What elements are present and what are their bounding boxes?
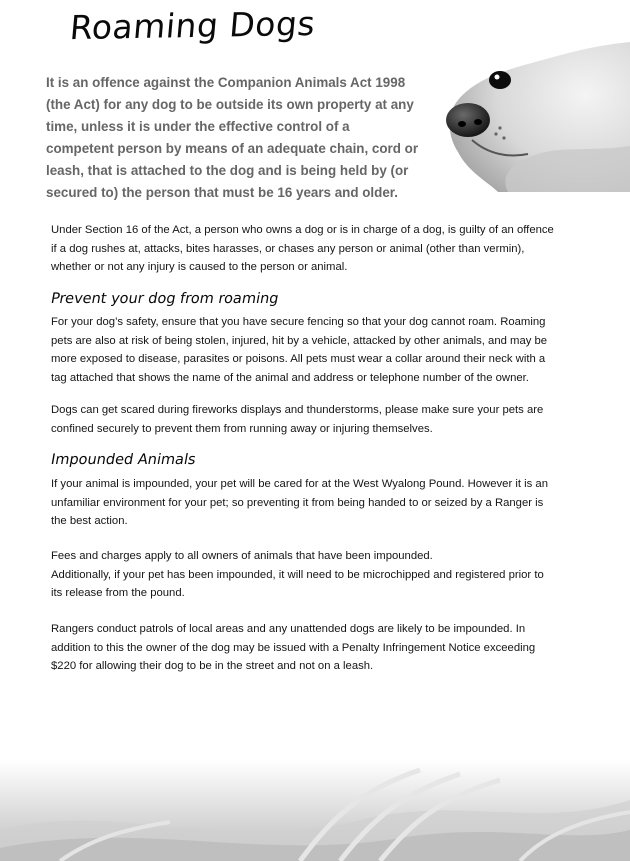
page-title: Roaming Dogs: [68, 3, 317, 48]
section16-paragraph: [51, 221, 579, 277]
prevent-paragraph-1: [51, 313, 579, 387]
impounded-paragraph-1: [51, 475, 579, 531]
body-line: If your animal is impounded, your pet will be cared for at the West Wyalong Pound. However it is an: [51, 478, 548, 490]
impounded-paragraph-2: [51, 547, 579, 603]
body-line: Under Section 16 of the Act, a person who owns a dog or is in charge of a dog, is guilty of an offence: [51, 224, 554, 236]
body-line: pets are also at risk of being stolen, injured, hit by a vehicle, attacked by other animals, and may be: [51, 334, 548, 347]
body-line: more exposed to disease, parasites or poisons. All pets must wear a collar around their neck with a: [51, 353, 546, 365]
body-line: Dogs can get scared during fireworks displays and thunderstorms, please make sure your pets are: [51, 404, 544, 416]
body-line: confined securely to prevent them from running away or injuring themselves.: [51, 422, 433, 435]
body-line: Fees and charges apply to all owners of animals that have been impounded.: [51, 550, 433, 562]
intro-line: time, unless it is under the effective control of a: [46, 119, 350, 134]
footer-swoosh-decoration: [0, 760, 630, 861]
body-line: Rangers conduct patrols of local areas and any unattended dogs are likely to be impounded. In: [51, 623, 526, 635]
body-line: if a dog rushes at, attacks, bites harasses, or chases any person or animal (other than vermin),: [51, 242, 525, 255]
intro-paragraph: [46, 72, 418, 204]
body-line: $220 for allowing their dog to be in the street and not on a leash.: [51, 660, 374, 672]
body-line: tag attached that shows the name of the animal and address or telephone number of the owner.: [51, 371, 529, 384]
dog-photo: [428, 42, 630, 192]
intro-line: It is an offence against the Companion Animals Act 1998: [46, 75, 406, 90]
intro-line: secured to) the person that must be 16 years and older.: [46, 185, 398, 200]
body-line: unfamiliar environment for your pet; so preventing it from being handed to or seized by a Ranger is: [51, 496, 544, 509]
intro-line: leash, that is attached to the dog and is being held by (or: [46, 163, 409, 178]
prevent-roaming-heading: Prevent your dog from roaming: [49, 291, 280, 307]
body-line: the best action.: [51, 515, 128, 527]
body-line: Additionally, if your pet has been impounded, it will need to be microchipped and registered prior to: [51, 568, 544, 581]
body-line: whether or not any injury is caused to the person or animal.: [51, 261, 348, 273]
prevent-paragraph-2: [51, 401, 579, 438]
body-line: For your dog’s safety, ensure that you have secure fencing so that your dog cannot roam. Roaming: [51, 316, 546, 328]
impounded-paragraph-3: [51, 620, 579, 676]
intro-line: (the Act) for any dog to be outside its own property at any: [46, 97, 414, 112]
impounded-animals-heading: Impounded Animals: [49, 452, 197, 468]
body-line: its release from the pound.: [51, 587, 185, 599]
body-line: addition to this the owner of the dog may be issued with a Penalty Infringement Notice exceeding: [51, 641, 536, 654]
intro-line: competent person by means of an adequate chain, cord or: [46, 141, 419, 156]
